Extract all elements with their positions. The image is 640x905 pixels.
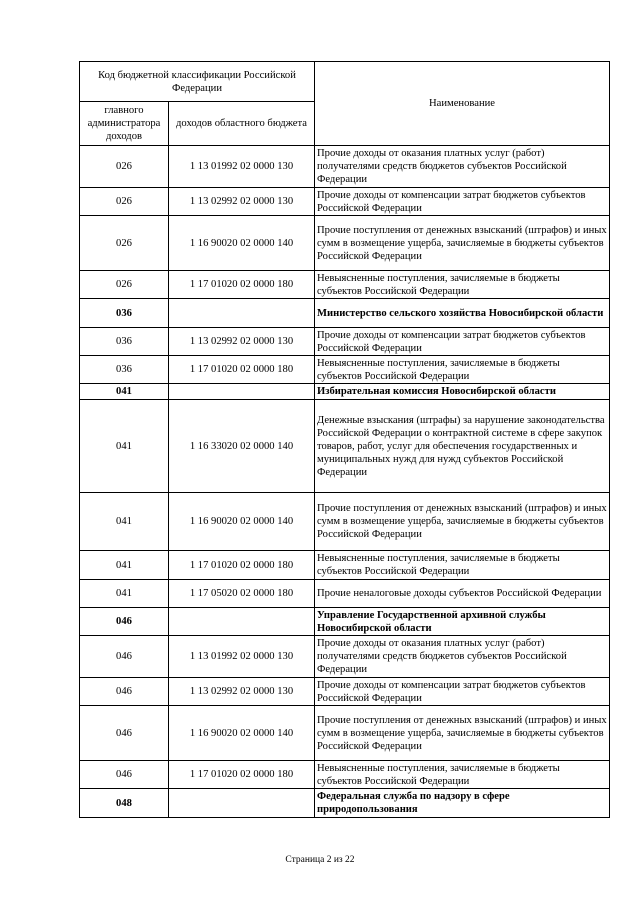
cell-name: Управление Государственной архивной службы Новосибирской области xyxy=(315,608,610,636)
table-row xyxy=(80,146,610,188)
cell-name: Прочие доходы от компенсации затрат бюджетов субъектов Российской Федерации xyxy=(315,188,610,216)
cell-income-code: 1 13 02992 02 0000 130 xyxy=(169,328,315,356)
cell-admin-code: 046 xyxy=(80,608,169,636)
table-body xyxy=(80,146,610,818)
cell-income-code: 1 17 01020 02 0000 180 xyxy=(169,551,315,580)
table-row xyxy=(80,580,610,608)
cell-income-code: 1 13 01992 02 0000 130 xyxy=(169,146,315,188)
cell-admin-code: 046 xyxy=(80,706,169,761)
cell-name: Прочие неналоговые доходы субъектов Российской Федерации xyxy=(315,580,610,608)
table-row xyxy=(80,706,610,761)
table-row-organization xyxy=(80,299,610,328)
page-number: Страница 2 из 22 xyxy=(285,855,355,865)
cell-admin-code: 041 xyxy=(80,493,169,551)
cell-name: Прочие поступления от денежных взысканий (штрафов) и иных сумм в возмещение ущерба, зачисляемые в бюджеты субъектов Российской Федерации xyxy=(315,216,610,271)
cell-name: Прочие доходы от компенсации затрат бюджетов субъектов Российской Федерации xyxy=(315,328,610,356)
table-row xyxy=(80,678,610,706)
cell-income-code xyxy=(169,299,315,328)
cell-admin-code: 046 xyxy=(80,761,169,789)
cell-admin-code: 041 xyxy=(80,580,169,608)
cell-income-code: 1 17 01020 02 0000 180 xyxy=(169,761,315,789)
cell-income-code: 1 16 90020 02 0000 140 xyxy=(169,216,315,271)
cell-income-code xyxy=(169,789,315,818)
table-row xyxy=(80,636,610,678)
cell-name: Прочие доходы от оказания платных услуг (работ) получателями средств бюджетов субъектов Российской Федерации xyxy=(315,636,610,678)
cell-income-code: 1 17 01020 02 0000 180 xyxy=(169,356,315,384)
cell-admin-code: 036 xyxy=(80,328,169,356)
cell-admin-code: 026 xyxy=(80,271,169,299)
budget-classification-table xyxy=(79,61,610,818)
table-row xyxy=(80,356,610,384)
cell-admin-code: 026 xyxy=(80,216,169,271)
cell-admin-code: 026 xyxy=(80,146,169,188)
cell-name: Прочие доходы от оказания платных услуг (работ) получателями средств бюджетов субъектов Российской Федерации xyxy=(315,146,610,188)
table-row xyxy=(80,493,610,551)
table-row-organization xyxy=(80,789,610,818)
cell-income-code: 1 16 33020 02 0000 140 xyxy=(169,400,315,493)
table-row xyxy=(80,328,610,356)
cell-name: Прочие поступления от денежных взысканий (штрафов) и иных сумм в возмещение ущерба, зачисляемые в бюджеты субъектов Российской Федерации xyxy=(315,706,610,761)
table-row xyxy=(80,271,610,299)
cell-admin-code: 041 xyxy=(80,400,169,493)
cell-name: Невыясненные поступления, зачисляемые в бюджеты субъектов Российской Федерации xyxy=(315,551,610,580)
header-name: Наименование xyxy=(315,62,610,146)
cell-name: Невыясненные поступления, зачисляемые в бюджеты субъектов Российской Федерации xyxy=(315,761,610,789)
cell-admin-code: 046 xyxy=(80,636,169,678)
table-row xyxy=(80,216,610,271)
cell-admin-code: 048 xyxy=(80,789,169,818)
table-row xyxy=(80,761,610,789)
cell-admin-code: 036 xyxy=(80,299,169,328)
cell-income-code: 1 13 02992 02 0000 130 xyxy=(169,188,315,216)
cell-name: Федеральная служба по надзору в сфере природопользования xyxy=(315,789,610,818)
table-row xyxy=(80,400,610,493)
cell-income-code: 1 13 02992 02 0000 130 xyxy=(169,678,315,706)
cell-admin-code: 041 xyxy=(80,551,169,580)
cell-income-code: 1 16 90020 02 0000 140 xyxy=(169,706,315,761)
cell-name: Невыясненные поступления, зачисляемые в бюджеты субъектов Российской Федерации xyxy=(315,271,610,299)
header-admin-code: главного администратора доходов xyxy=(80,102,169,146)
table-row-organization xyxy=(80,384,610,400)
cell-name: Прочие поступления от денежных взысканий (штрафов) и иных сумм в возмещение ущерба, зачисляемые в бюджеты субъектов Российской Федерации xyxy=(315,493,610,551)
table-row xyxy=(80,188,610,216)
cell-income-code xyxy=(169,384,315,400)
cell-name: Денежные взыскания (штрафы) за нарушение законодательства Российской Федерации о контрактной системе в сфере закупок товаров, работ, услуг для обеспечения государственных и муниципальных нужд для нужд субъектов Российской Федерации xyxy=(315,400,610,493)
cell-name: Прочие доходы от компенсации затрат бюджетов субъектов Российской Федерации xyxy=(315,678,610,706)
cell-admin-code: 026 xyxy=(80,188,169,216)
cell-name: Избирательная комиссия Новосибирской области xyxy=(315,384,610,400)
cell-income-code: 1 16 90020 02 0000 140 xyxy=(169,493,315,551)
cell-income-code: 1 17 05020 02 0000 180 xyxy=(169,580,315,608)
cell-admin-code: 036 xyxy=(80,356,169,384)
cell-admin-code: 046 xyxy=(80,678,169,706)
table-row-organization xyxy=(80,608,610,636)
cell-name: Невыясненные поступления, зачисляемые в бюджеты субъектов Российской Федерации xyxy=(315,356,610,384)
cell-income-code: 1 13 01992 02 0000 130 xyxy=(169,636,315,678)
cell-admin-code: 041 xyxy=(80,384,169,400)
cell-income-code: 1 17 01020 02 0000 180 xyxy=(169,271,315,299)
header-income-code: доходов областного бюджета xyxy=(169,102,315,146)
header-classification-code: Код бюджетной классификации Российской Федерации xyxy=(80,62,315,102)
cell-name: Министерство сельского хозяйства Новосибирской области xyxy=(315,299,610,328)
cell-income-code xyxy=(169,608,315,636)
table-row xyxy=(80,551,610,580)
